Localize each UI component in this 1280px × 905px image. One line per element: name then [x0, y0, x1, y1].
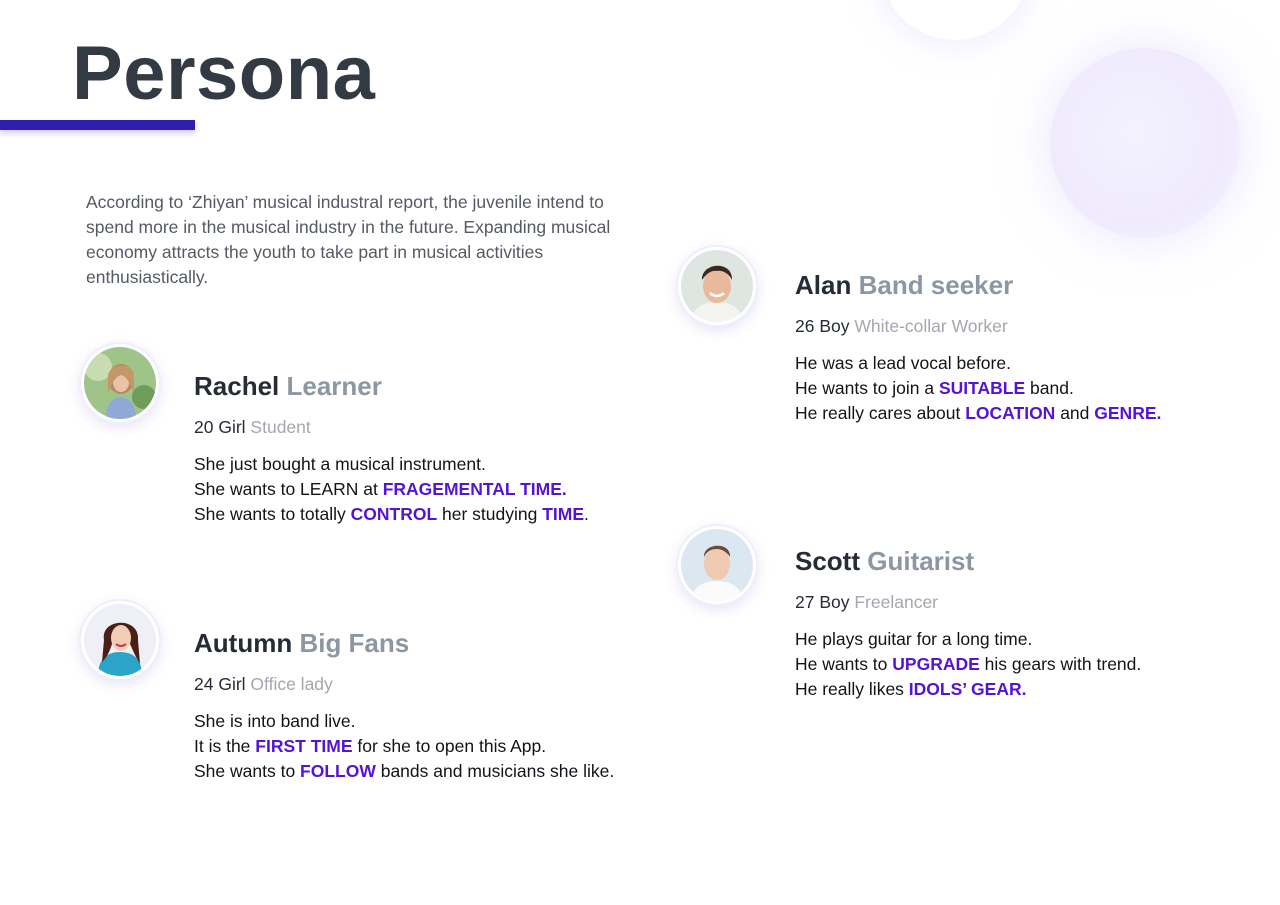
- description-line: [194, 734, 664, 759]
- highlight-keyword: FRAGEMENTAL TIME.: [382, 479, 567, 499]
- persona-occupation: Student: [250, 417, 311, 437]
- avatar-autumn: [81, 601, 159, 679]
- persona-age: 26 Boy: [795, 316, 850, 336]
- description-text: He was a lead vocal before.: [795, 353, 1011, 373]
- persona-meta: [194, 416, 664, 438]
- description-text: .: [584, 504, 589, 524]
- persona-description: [194, 452, 664, 527]
- persona-autumn: [194, 627, 664, 784]
- description-line: [795, 677, 1265, 702]
- description-text: her studying: [437, 504, 543, 524]
- highlight-keyword: FOLLOW: [300, 761, 376, 781]
- description-text: It is the: [194, 736, 256, 756]
- description-line: [194, 759, 664, 784]
- persona-role: Learner: [286, 371, 382, 401]
- persona-heading: [194, 627, 664, 659]
- highlight-keyword: CONTROL: [350, 504, 438, 524]
- description-text: and: [1055, 403, 1095, 423]
- avatar-rachel: [81, 344, 159, 422]
- description-text: bands and musicians she like.: [375, 761, 615, 781]
- description-text: He plays guitar for a long time.: [795, 629, 1033, 649]
- highlight-keyword: FIRST TIME: [255, 736, 353, 756]
- persona-scott: [795, 545, 1265, 702]
- persona-age: 20 Girl: [194, 417, 246, 437]
- description-line: [795, 627, 1265, 652]
- persona-meta: [194, 673, 664, 695]
- title-underline: [0, 120, 195, 130]
- intro-paragraph: According to ‘Zhiyan’ musical industral report, the juvenile intend to spend more in the musical industry in the future. Expanding musical economy attracts the youth to take part in musical activities enthusiastically.: [86, 192, 611, 287]
- description-text: She wants to LEARN at: [194, 479, 383, 499]
- highlight-keyword: GENRE.: [1094, 403, 1162, 423]
- description-line: [795, 401, 1265, 426]
- persona-age: 27 Boy: [795, 592, 850, 612]
- persona-name: Scott: [795, 546, 860, 576]
- description-text: She wants to totally: [194, 504, 351, 524]
- description-line: [795, 652, 1265, 677]
- man-photo-avatar-icon: [681, 529, 753, 601]
- persona-rachel: [194, 370, 664, 527]
- decorative-circle: [880, 0, 1030, 40]
- persona-description: [795, 351, 1265, 426]
- highlight-keyword: LOCATION: [965, 403, 1056, 423]
- persona-meta: [795, 591, 1265, 613]
- persona-occupation: Office lady: [250, 674, 333, 694]
- description-text: He wants to: [795, 654, 893, 674]
- persona-heading: [194, 370, 664, 402]
- page-title: Persona: [72, 31, 376, 116]
- persona-alan: [795, 269, 1265, 426]
- persona-age: 24 Girl: [194, 674, 246, 694]
- persona-role: Big Fans: [299, 628, 410, 658]
- persona-heading: [795, 269, 1265, 301]
- description-line: [795, 351, 1265, 376]
- highlight-keyword: UPGRADE: [892, 654, 980, 674]
- description-text: He really cares about: [795, 403, 966, 423]
- woman-photo-avatar-icon: [84, 347, 156, 419]
- description-line: [194, 477, 664, 502]
- highlight-keyword: SUITABLE: [938, 378, 1026, 398]
- description-text: He wants to join a: [795, 378, 939, 398]
- persona-description: [194, 709, 664, 784]
- description-text: He really likes: [795, 679, 909, 699]
- persona-heading: [795, 545, 1265, 577]
- persona-name: Rachel: [194, 371, 280, 401]
- avatar-scott: [678, 526, 756, 604]
- decorative-circle: [1050, 48, 1240, 238]
- persona-name: Alan: [795, 270, 852, 300]
- highlight-keyword: IDOLS’ GEAR.: [908, 679, 1027, 699]
- avatar-alan: [678, 247, 756, 325]
- woman-photo-avatar-icon: [84, 604, 156, 676]
- persona-name: Autumn: [194, 628, 293, 658]
- persona-meta: [795, 315, 1265, 337]
- man-photo-avatar-icon: [681, 250, 753, 322]
- description-text: band.: [1025, 378, 1074, 398]
- persona-occupation: White-collar Worker: [854, 316, 1008, 336]
- description-line: [795, 376, 1265, 401]
- description-text: She wants to: [194, 761, 301, 781]
- persona-role: Guitarist: [867, 546, 975, 576]
- description-text: his gears with trend.: [979, 654, 1142, 674]
- highlight-keyword: TIME: [542, 504, 585, 524]
- description-line: [194, 502, 664, 527]
- description-text: She just bought a musical instrument.: [194, 454, 486, 474]
- description-text: She is into band live.: [194, 711, 356, 731]
- persona-occupation: Freelancer: [854, 592, 939, 612]
- description-line: [194, 452, 664, 477]
- persona-role: Band seeker: [858, 270, 1014, 300]
- persona-description: [795, 627, 1265, 702]
- description-line: [194, 709, 664, 734]
- description-text: for she to open this App.: [352, 736, 547, 756]
